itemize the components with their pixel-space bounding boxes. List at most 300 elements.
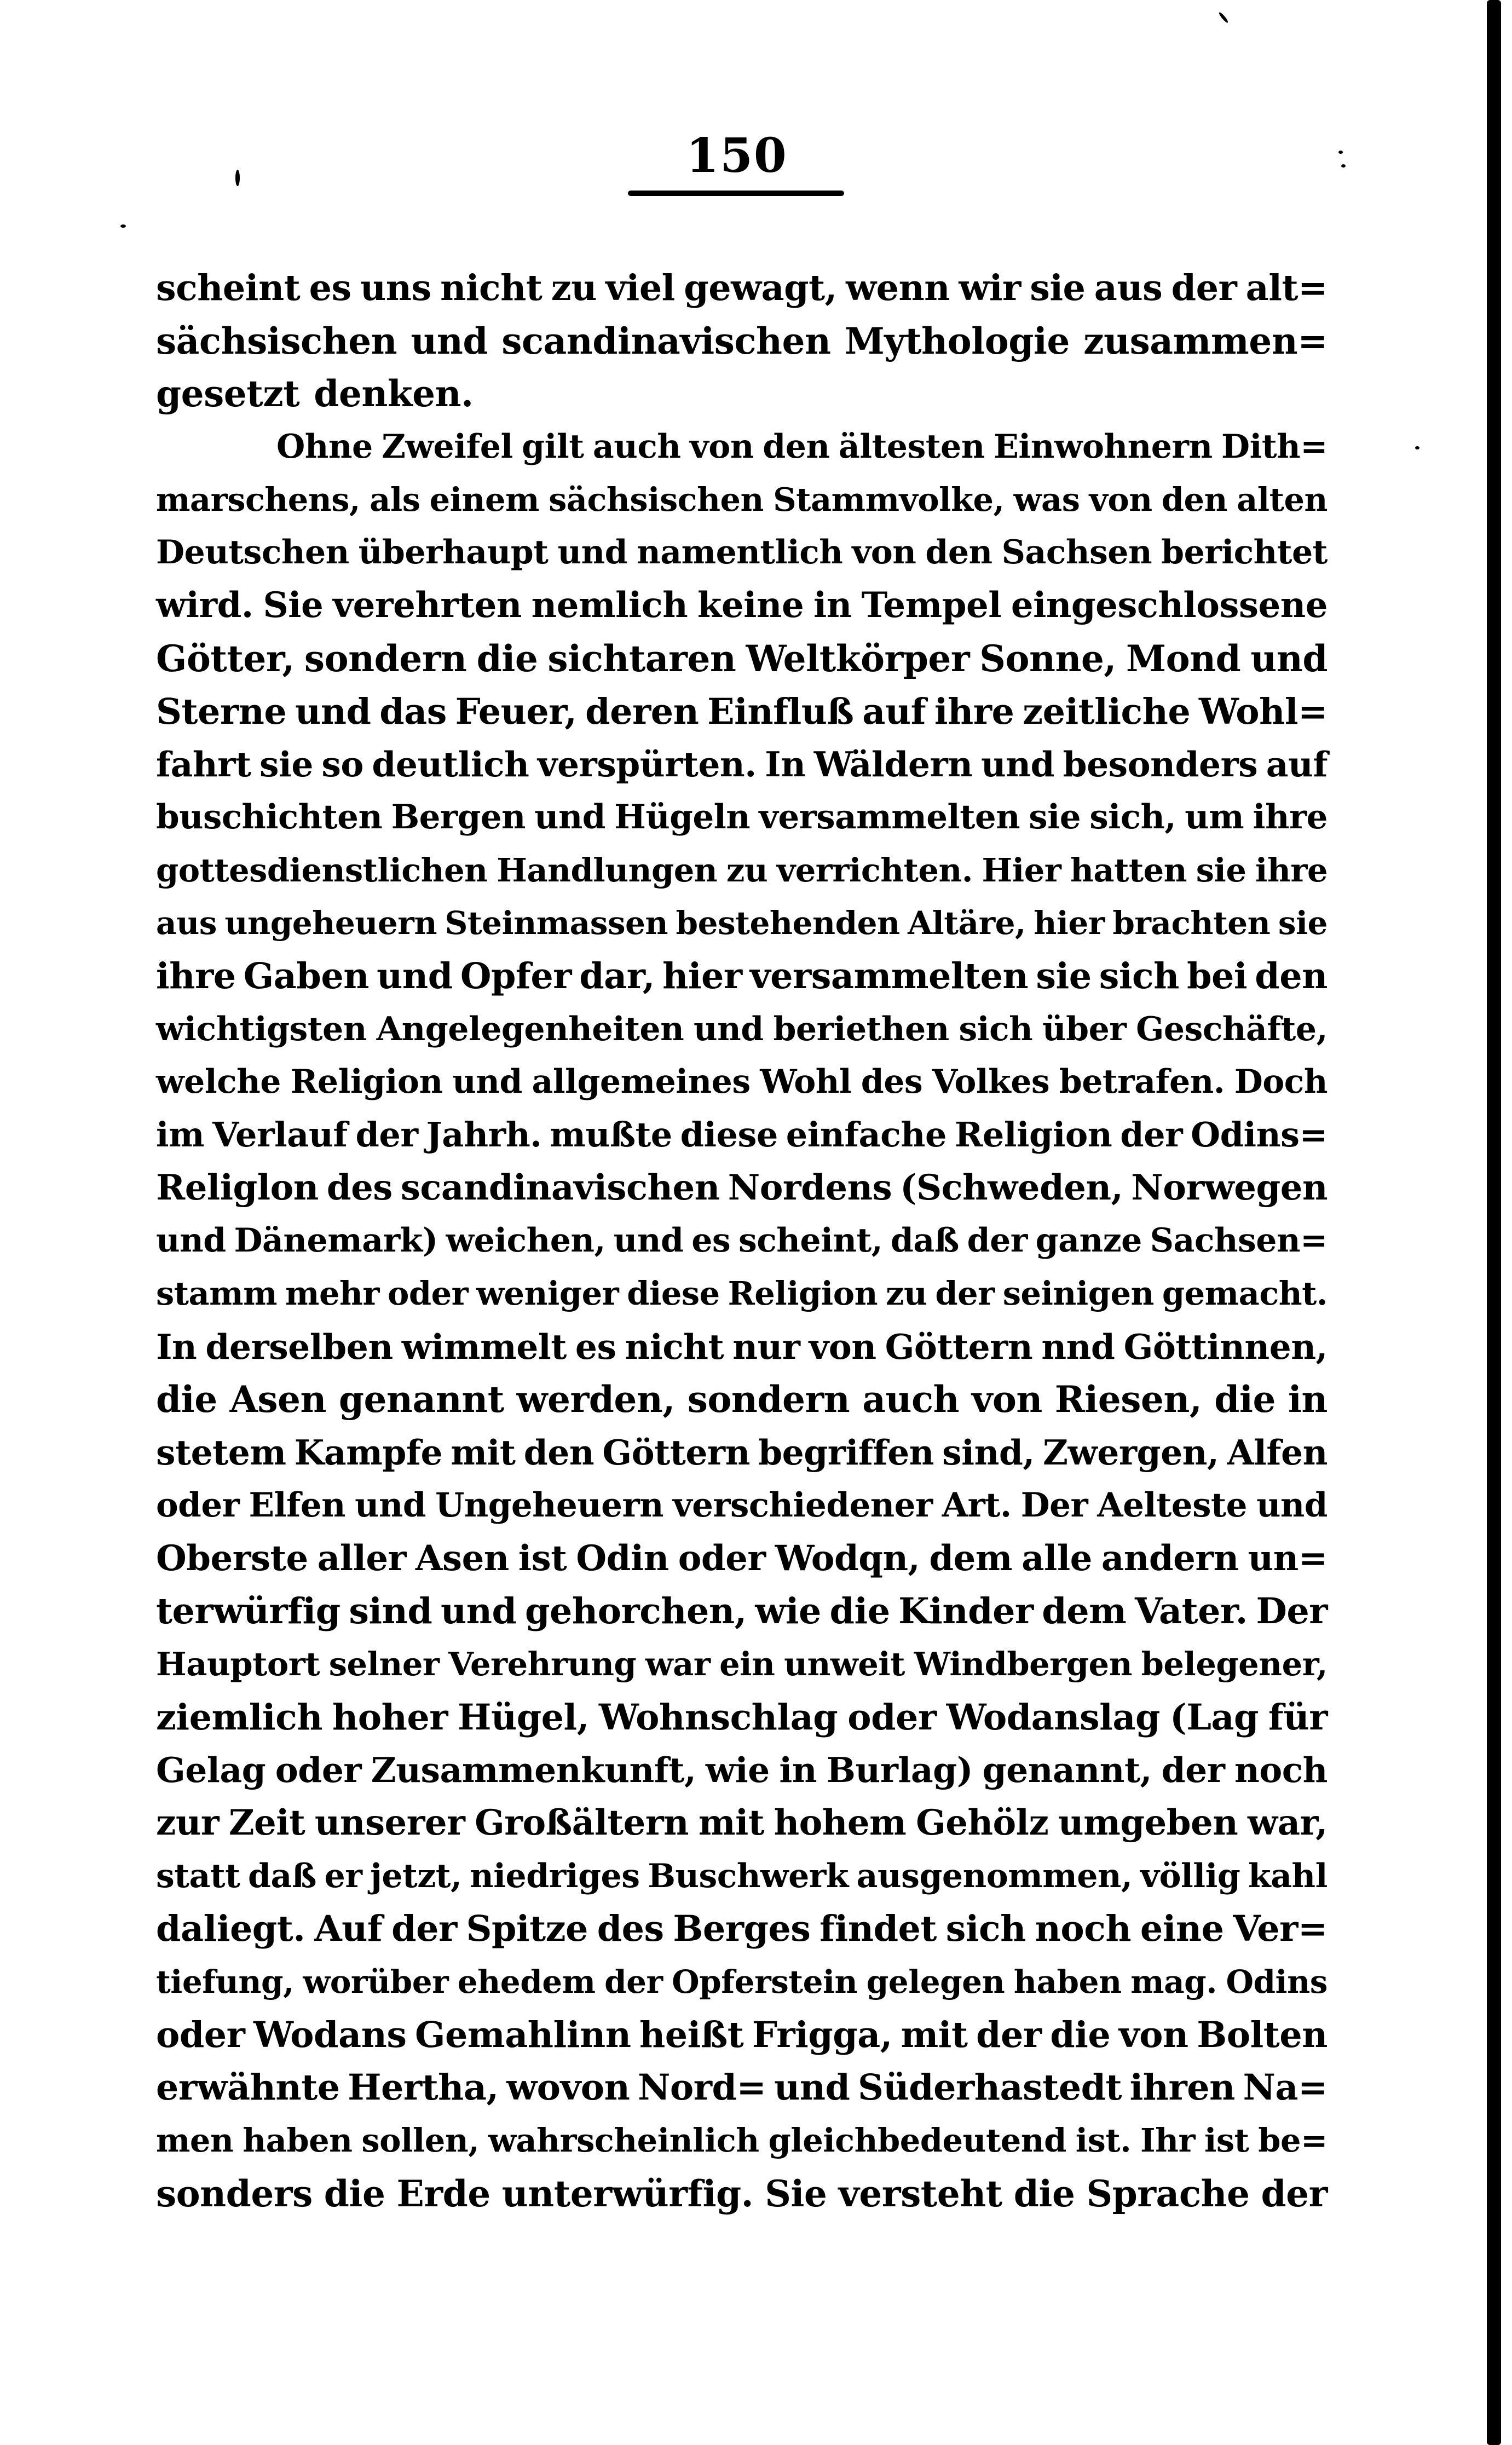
word: oder — [387, 1275, 469, 1313]
text-line — [156, 2009, 1328, 2062]
word: hoher — [332, 1696, 448, 1738]
word: die — [829, 1590, 890, 1633]
word: sie — [1029, 797, 1081, 837]
word: war — [645, 1645, 711, 1683]
word: Mond — [1126, 637, 1241, 680]
word: alten — [1237, 480, 1328, 518]
text-line — [156, 1638, 1328, 1691]
word: aus — [1094, 267, 1163, 309]
word: noch — [1234, 1750, 1328, 1791]
word: Tempel — [861, 585, 1002, 626]
word: daß — [248, 1856, 316, 1895]
word: Na= — [1243, 2067, 1328, 2109]
word: der — [976, 2014, 1042, 2056]
word: der — [1261, 2172, 1328, 2215]
word: aller — [317, 1537, 406, 1579]
word: und — [534, 797, 605, 837]
word: Auf — [314, 1908, 383, 1950]
word: den — [1255, 955, 1328, 997]
word: versteht — [838, 2172, 1002, 2215]
scan-speck — [120, 224, 126, 228]
word: der — [355, 1115, 418, 1155]
word: stetem — [156, 1432, 286, 1473]
word: Angelegenheiten — [376, 1010, 684, 1048]
word: oder — [678, 1537, 766, 1579]
word: unterwürfig. — [501, 2172, 754, 2215]
text-line — [156, 1585, 1328, 1638]
word: Dith= — [1221, 428, 1328, 466]
word: Der — [1020, 1485, 1088, 1525]
word: Stammvolke, — [773, 480, 1005, 518]
word: Volkes — [932, 1063, 1050, 1102]
word: Sie — [765, 2172, 827, 2215]
word: Großältern — [475, 1802, 689, 1843]
text-line — [156, 844, 1328, 897]
word: scandinavischen — [501, 319, 831, 362]
word: (Lag — [1169, 1696, 1259, 1738]
word: ihre — [1255, 851, 1328, 889]
word: die — [1214, 1378, 1276, 1421]
word: stamm — [156, 1275, 278, 1313]
word: In — [156, 1326, 197, 1367]
word: ganze — [1035, 1221, 1142, 1260]
scan-speck — [1415, 446, 1419, 449]
word: was — [1013, 480, 1080, 518]
page-edge-line — [1499, 66, 1501, 2420]
word: ihre — [156, 955, 236, 997]
word: sie — [1196, 851, 1246, 889]
word: Sprache — [1086, 2172, 1250, 2215]
word: und — [295, 690, 371, 733]
word: nemlich — [531, 585, 688, 626]
word: eingeschlossene — [1011, 585, 1328, 626]
word: Riesen, — [1054, 1378, 1202, 1421]
word: buschichten — [156, 797, 383, 837]
word: unserer — [314, 1802, 465, 1843]
word: verrichten. — [776, 851, 973, 889]
word: Kampfe — [294, 1432, 443, 1473]
word: nnd — [1041, 1326, 1115, 1367]
word: daliegt. — [156, 1908, 305, 1950]
word: von — [1089, 480, 1152, 518]
word: in — [1288, 1378, 1328, 1421]
word: sind — [349, 1590, 432, 1633]
word: oder — [847, 1696, 937, 1738]
word: den — [763, 428, 830, 466]
text-line — [156, 579, 1328, 632]
word: versammelten — [749, 955, 1029, 997]
word: gleichbedeutend — [768, 2121, 1066, 2160]
word: gottesdienstlichen — [156, 851, 488, 889]
word: Sterne — [156, 690, 287, 733]
word: über — [1042, 1010, 1127, 1048]
word: weniger — [476, 1275, 619, 1313]
word: als — [370, 480, 420, 518]
text-line — [156, 1267, 1328, 1320]
word: hier — [1034, 904, 1105, 942]
text-line — [156, 315, 1328, 368]
text-line — [156, 262, 1328, 315]
word: heißt — [639, 2014, 744, 2056]
word: Einfluß — [707, 690, 854, 733]
word: Ohne — [276, 428, 373, 466]
word: den — [1161, 480, 1227, 518]
word: der — [604, 1963, 663, 2000]
word: verschiedener — [673, 1485, 933, 1525]
word: gewagt, — [684, 267, 837, 309]
word: die — [476, 637, 538, 680]
word: Gemahlinn — [415, 2014, 631, 2056]
word: ungeheuern — [224, 904, 437, 942]
word: Ver= — [1233, 1908, 1328, 1950]
word: uns — [360, 267, 431, 309]
word: des — [861, 1063, 923, 1102]
word: Verlauf — [212, 1115, 348, 1155]
text-line — [156, 1532, 1328, 1585]
word: Altäre, — [908, 904, 1026, 942]
word: be= — [1258, 2121, 1328, 2160]
word: Opferstein — [672, 1963, 858, 2000]
text-line — [156, 1056, 1328, 1109]
word: von — [852, 533, 916, 572]
word: bestehenden — [676, 904, 900, 942]
word: Deutschen — [156, 533, 349, 572]
word: verspürten. — [537, 744, 757, 785]
word: Sie — [263, 585, 324, 626]
text-line — [156, 897, 1328, 950]
word: Alfen — [1227, 1432, 1328, 1473]
word: des — [597, 1908, 664, 1950]
word: sich — [945, 1908, 1026, 1950]
text-line — [156, 367, 1328, 420]
word: Einwohnern — [994, 428, 1213, 466]
word: zu — [885, 1275, 927, 1313]
word: alt= — [1245, 267, 1328, 309]
word: sie — [1036, 955, 1092, 997]
word: und — [440, 1590, 517, 1633]
word: wird. — [156, 585, 253, 626]
word: der — [1161, 1750, 1225, 1791]
word: hier — [662, 955, 742, 997]
word: mit — [698, 1802, 764, 1843]
word: werden, — [516, 1378, 675, 1421]
text-line — [156, 2167, 1328, 2221]
word: Odins= — [1191, 1115, 1328, 1155]
word: allgemeines — [532, 1063, 751, 1102]
word: mußte — [550, 1115, 672, 1155]
word: Feuer, — [455, 690, 577, 733]
word: sächsischen — [549, 480, 764, 518]
text-line — [156, 1902, 1328, 1956]
word: kahl — [1248, 1856, 1328, 1895]
word: Religlon — [156, 1167, 319, 1208]
text-line — [156, 685, 1328, 739]
word: sondern — [304, 637, 467, 680]
word: Sachsen — [1001, 533, 1152, 572]
word: Vater. — [1135, 1590, 1248, 1633]
word: Oberste — [156, 1537, 308, 1579]
word: sich, — [1089, 797, 1176, 837]
word: Wohl — [760, 1063, 852, 1102]
word: scandinavischen — [400, 1167, 720, 1208]
word: den — [925, 533, 992, 572]
word: noch — [1035, 1908, 1132, 1950]
word: mit — [451, 1432, 516, 1473]
word: zusammen= — [1083, 319, 1328, 362]
word: Burlag) — [826, 1750, 973, 1791]
word: die — [1013, 2172, 1075, 2215]
word: ist — [1204, 2121, 1249, 2160]
word: Steinmassen — [445, 904, 668, 942]
word: ist — [518, 1537, 567, 1579]
text-line — [156, 1956, 1328, 2009]
word: so — [321, 744, 363, 785]
word: Ihr — [1140, 2121, 1196, 2160]
word: wenn — [846, 267, 950, 309]
word: denken. — [314, 372, 474, 416]
word: fahrt — [156, 744, 251, 785]
word: mehr — [285, 1275, 379, 1313]
word: sind, — [942, 1432, 1035, 1473]
word: Hertha, — [348, 2067, 499, 2109]
scan-speck — [235, 170, 240, 186]
word: Göttern — [885, 1326, 1033, 1367]
word: gehorchen, — [525, 1590, 747, 1633]
word: Sachsen= — [1150, 1221, 1328, 1260]
text-line — [156, 1691, 1328, 1744]
text-line — [156, 950, 1328, 1003]
word: und — [693, 1010, 764, 1048]
word: zur — [156, 1802, 220, 1843]
word: gesetzt — [156, 372, 300, 416]
word: Gehölz — [916, 1802, 1049, 1843]
word: wichtigsten — [156, 1010, 367, 1048]
word: Asen — [415, 1537, 509, 1579]
word: ihre — [934, 690, 1014, 733]
word: sondern — [687, 1378, 850, 1421]
word: Gelag — [156, 1750, 266, 1791]
word: weichen, — [446, 1221, 605, 1260]
word: Frigga, — [752, 2014, 892, 2056]
word: Religion — [290, 1063, 443, 1102]
header-rule — [628, 191, 844, 196]
word: Sonne, — [979, 637, 1116, 680]
word: oder — [156, 1485, 240, 1525]
word: scheint — [156, 267, 301, 309]
word: oder — [275, 1750, 362, 1791]
word: (Schweden, — [900, 1167, 1123, 1208]
word: auch — [592, 428, 681, 466]
text-line — [156, 2061, 1328, 2114]
word: genannt — [338, 1378, 504, 1421]
text-line — [156, 1003, 1328, 1056]
word: Berges — [673, 1908, 811, 1950]
word: gemacht. — [1162, 1275, 1328, 1313]
text-line — [156, 1162, 1328, 1215]
word: und — [1250, 637, 1328, 680]
word: sie — [259, 744, 313, 785]
word: zeitliche — [1023, 690, 1191, 733]
word: belegener, — [1141, 1645, 1328, 1683]
word: Odins — [1226, 1963, 1328, 2000]
word: Gaben — [243, 955, 369, 997]
word: zu — [726, 851, 768, 889]
word: marschens, — [156, 480, 360, 518]
word: In — [765, 744, 806, 785]
word: Doch — [1234, 1063, 1328, 1102]
word: sich — [1099, 955, 1179, 997]
word: Nordens — [728, 1167, 892, 1208]
word: Odin — [576, 1537, 669, 1579]
word: Zusammenkunft, — [371, 1750, 696, 1791]
word: ältesten — [838, 428, 985, 466]
word: auf — [1266, 744, 1328, 785]
word: besonders — [1063, 744, 1258, 785]
word: und — [1256, 1485, 1328, 1525]
word: Göttinnen, — [1123, 1326, 1328, 1367]
word: sie — [1278, 904, 1328, 942]
word: wie — [705, 1750, 770, 1791]
word: den — [523, 1432, 595, 1473]
word: dar, — [579, 955, 655, 997]
word: im — [156, 1115, 205, 1155]
word: Asen — [229, 1378, 326, 1421]
word: begriffen — [758, 1432, 934, 1473]
word: Mythologie — [844, 319, 1070, 362]
word: oder — [156, 2014, 245, 2056]
word: und — [557, 533, 628, 572]
word: Wohnschlag — [598, 1696, 838, 1738]
word: namentlich — [637, 533, 843, 572]
word: wahrscheinlich — [488, 2121, 759, 2160]
word: unweit — [784, 1645, 905, 1683]
word: ihren — [1129, 2067, 1235, 2109]
word: Religion — [954, 1115, 1112, 1155]
word: der — [967, 1221, 1028, 1260]
word: welche — [156, 1063, 281, 1102]
word: der — [1120, 1115, 1183, 1155]
word: findet — [820, 1908, 937, 1950]
word: das — [379, 690, 447, 733]
text-line — [156, 2114, 1328, 2167]
word: war, — [1248, 1802, 1328, 1843]
word: alle — [1022, 1537, 1092, 1579]
word: viel — [605, 267, 675, 309]
word: ehedem — [457, 1963, 596, 2000]
word: Hügeln — [614, 797, 751, 837]
text-line — [156, 738, 1328, 791]
word: Buschwerk — [648, 1856, 849, 1895]
word: haben — [243, 2121, 353, 2160]
word: worüber — [303, 1963, 449, 2000]
word: haben — [1013, 1963, 1122, 2000]
word: genannt, — [982, 1750, 1152, 1791]
word: Art. — [942, 1485, 1012, 1525]
word: ist. — [1075, 2121, 1132, 2160]
word: die — [324, 2172, 385, 2215]
word: auch — [862, 1378, 960, 1421]
word: men — [156, 2121, 234, 2160]
word: terwürfig — [156, 1590, 341, 1633]
word: und — [452, 1063, 522, 1102]
word: Wodanslag — [946, 1696, 1160, 1738]
word: eine — [1140, 1908, 1224, 1950]
word: Wodqn, — [775, 1537, 920, 1579]
word: und — [613, 1221, 684, 1260]
word: einfache — [786, 1115, 947, 1155]
word: derselben — [205, 1326, 393, 1367]
word: und — [377, 955, 453, 997]
word: scheint, — [738, 1221, 883, 1260]
word: in — [779, 1750, 817, 1791]
body-text — [156, 262, 1328, 2220]
word: einem — [429, 480, 539, 518]
word: von — [1118, 2014, 1188, 2056]
word: brachten — [1112, 904, 1271, 942]
word: gelegen — [866, 1963, 1005, 2000]
word: Religion — [728, 1275, 878, 1313]
text-line — [156, 1214, 1328, 1267]
word: ein — [719, 1645, 775, 1683]
word: Götter, — [156, 637, 295, 680]
word: wimmelt — [401, 1326, 567, 1367]
word: Hier — [982, 851, 1061, 889]
word: andern — [1101, 1537, 1239, 1579]
text-line — [156, 1479, 1328, 1532]
word: bei — [1187, 955, 1248, 997]
text-line — [156, 1797, 1328, 1850]
word: mit — [901, 2014, 968, 2056]
word: es — [309, 267, 351, 309]
word: un= — [1248, 1537, 1328, 1579]
word: Elfen — [249, 1485, 346, 1525]
word: wovon — [506, 2067, 630, 2109]
word: Wodans — [253, 2014, 407, 2056]
word: Bergen — [391, 797, 526, 837]
word: sächsischen — [156, 319, 397, 362]
word: beriethen — [773, 1010, 949, 1048]
word: Windbergen — [914, 1645, 1132, 1683]
word: Ungeheuern — [435, 1485, 663, 1525]
text-line — [156, 420, 1328, 474]
word: Bolten — [1197, 2014, 1328, 2056]
word: Hauptort — [156, 1645, 320, 1683]
word: dem — [929, 1537, 1013, 1579]
word: diese — [680, 1115, 778, 1155]
word: verehrten — [332, 585, 522, 626]
word: niedriges — [470, 1856, 640, 1895]
word: von — [809, 1326, 876, 1367]
word: sich — [959, 1010, 1033, 1048]
word: Norwegen — [1131, 1167, 1328, 1208]
word: hatten — [1070, 851, 1187, 889]
word: sie — [1030, 267, 1086, 309]
word: Nord= — [637, 2067, 766, 2109]
word: Jahrh. — [426, 1115, 542, 1155]
text-line — [156, 526, 1328, 579]
word: es — [691, 1221, 731, 1260]
word: völlig — [1140, 1856, 1240, 1895]
word: Spitze — [466, 1908, 588, 1950]
scan-speck — [1341, 164, 1346, 168]
word: daß — [890, 1221, 959, 1260]
word: in — [813, 585, 852, 626]
scan-speck — [1338, 151, 1343, 154]
word: deutlich — [372, 744, 529, 785]
word: und — [156, 1221, 226, 1260]
word: Geschäfte, — [1136, 1010, 1328, 1048]
word: mag. — [1130, 1963, 1217, 2000]
